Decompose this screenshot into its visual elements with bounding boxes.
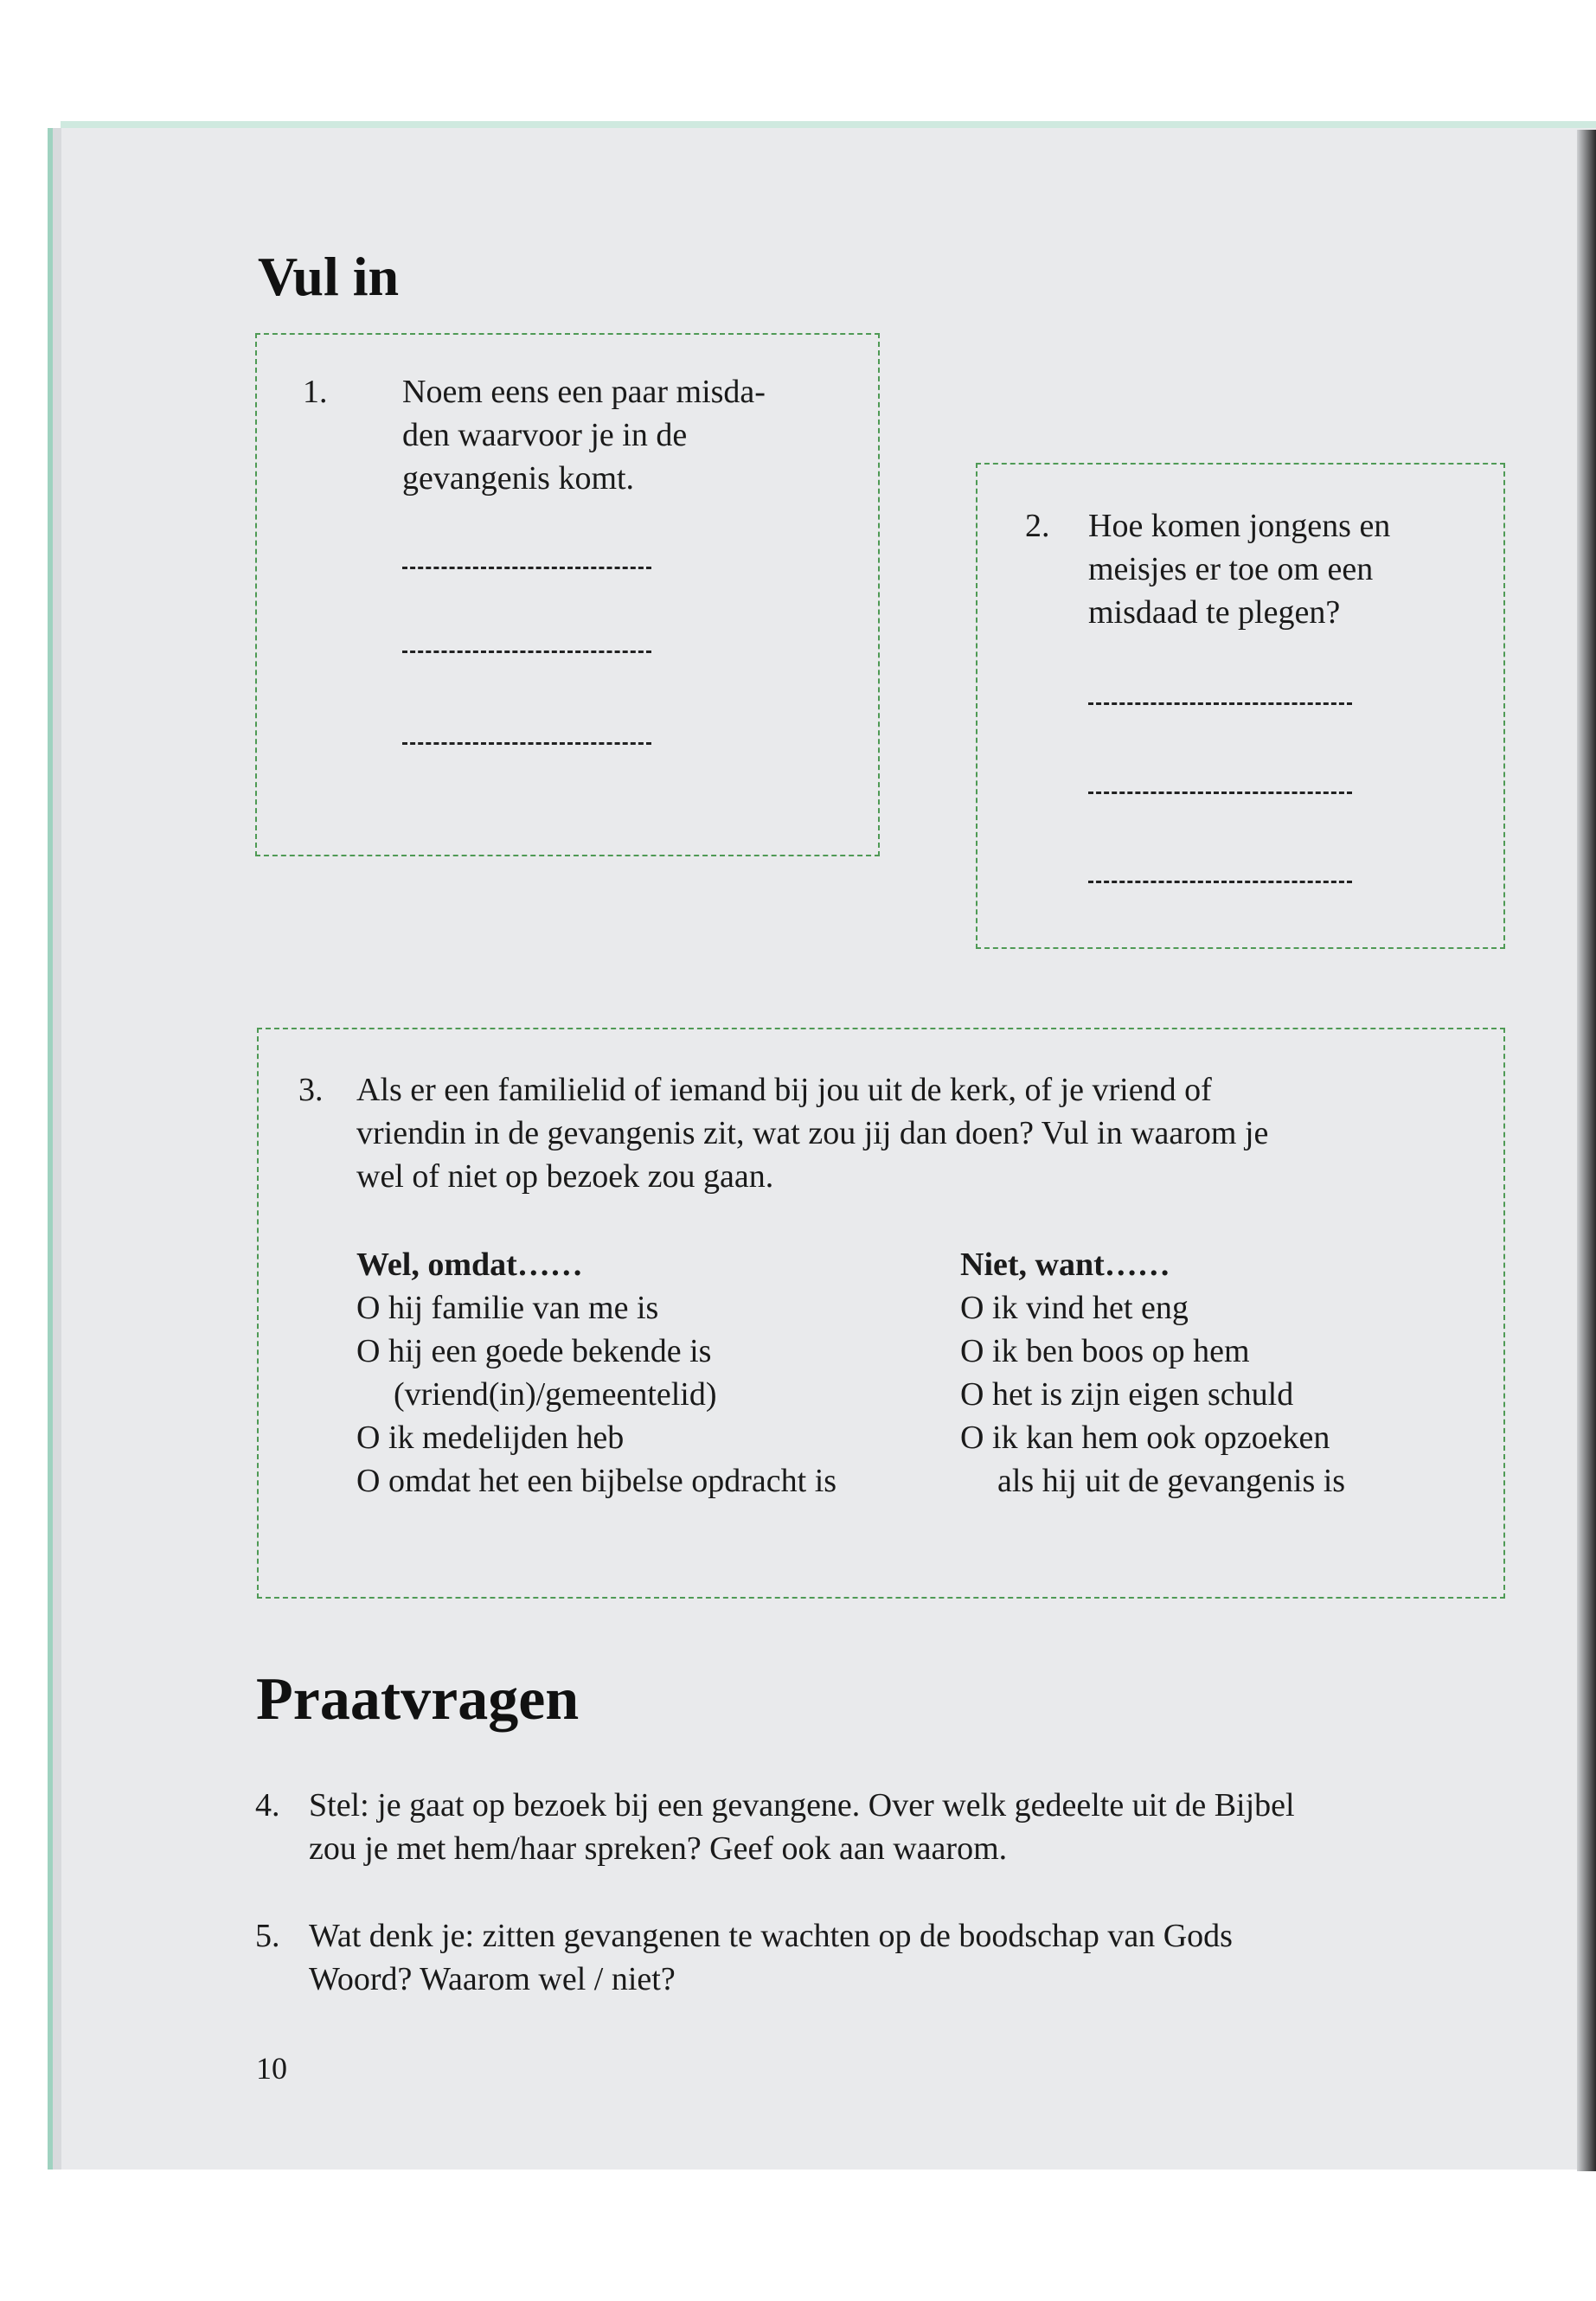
question-1-line: den waarvoor je in de bbox=[402, 417, 688, 453]
answer-line-1b[interactable] bbox=[402, 651, 651, 653]
question-1-line: Noem eens een paar misda- bbox=[402, 374, 766, 410]
question-1-number: 1. bbox=[303, 374, 328, 410]
wel-option-continuation: (vriend(in)/gemeentelid) bbox=[394, 1376, 717, 1413]
niet-option[interactable]: O ik vind het eng bbox=[960, 1290, 1189, 1326]
niet-option-continuation: als hij uit de gevangenis is bbox=[997, 1463, 1346, 1499]
answer-line-2c[interactable] bbox=[1088, 881, 1352, 883]
section-title-praatvragen: Praatvragen bbox=[256, 1666, 580, 1733]
question-4-number: 4. bbox=[255, 1787, 280, 1823]
answer-line-1c[interactable] bbox=[402, 742, 651, 745]
niet-header: Niet, want…… bbox=[960, 1247, 1170, 1283]
question-5-line: Woord? Waarom wel / niet? bbox=[309, 1961, 676, 1997]
niet-option[interactable]: O ik ben boos op hem bbox=[960, 1333, 1250, 1369]
page-number: 10 bbox=[256, 2051, 287, 2086]
question-2-line: meisjes er toe om een bbox=[1088, 551, 1374, 587]
question-4-text bbox=[309, 1784, 1520, 1870]
niet-option[interactable]: O ik kan hem ook opzoeken bbox=[960, 1420, 1330, 1456]
question-5-text bbox=[309, 1914, 1520, 2001]
answer-line-2b[interactable] bbox=[1088, 792, 1352, 794]
question-2-line: misdaad te plegen? bbox=[1088, 594, 1341, 631]
page-gutter-shadow bbox=[1577, 130, 1596, 2171]
question-1-line: gevangenis komt. bbox=[402, 460, 635, 497]
question-2-number: 2. bbox=[1025, 508, 1050, 544]
wel-option[interactable]: O omdat het een bijbelse opdracht is bbox=[356, 1463, 837, 1499]
question-5-number: 5. bbox=[255, 1918, 280, 1954]
question-2-text bbox=[1088, 504, 1495, 634]
question-4-line: zou je met hem/haar spreken? Geef ook aan waarom. bbox=[309, 1830, 1008, 1867]
question-2-line: Hoe komen jongens en bbox=[1088, 508, 1391, 544]
question-1-text bbox=[402, 370, 869, 500]
question-3-number: 3. bbox=[298, 1072, 324, 1108]
wel-option[interactable]: O hij een goede bekende is bbox=[356, 1333, 712, 1369]
question-4-line: Stel: je gaat op bezoek bij een gevangene. Over welk gedeelte uit de Bijbel bbox=[309, 1787, 1295, 1823]
question-3-text bbox=[356, 1068, 1481, 1198]
question-3-line: Als er een familielid of iemand bij jou uit de kerk, of je vriend of bbox=[356, 1072, 1212, 1108]
question-5-line: Wat denk je: zitten gevangenen te wachten op de boodschap van Gods bbox=[309, 1918, 1233, 1954]
question-3-line: wel of niet op bezoek zou gaan. bbox=[356, 1158, 774, 1195]
niet-option[interactable]: O het is zijn eigen schuld bbox=[960, 1376, 1294, 1413]
answer-line-2a[interactable] bbox=[1088, 702, 1352, 705]
question-3-line: vriendin in de gevangenis zit, wat zou jij dan doen? Vul in waarom je bbox=[356, 1115, 1269, 1151]
wel-option[interactable]: O hij familie van me is bbox=[356, 1290, 659, 1326]
wel-header: Wel, omdat…… bbox=[356, 1247, 583, 1283]
answer-line-1a[interactable] bbox=[402, 567, 651, 569]
wel-option[interactable]: O ik medelijden heb bbox=[356, 1420, 625, 1456]
section-title-vul-in: Vul in bbox=[258, 246, 400, 307]
